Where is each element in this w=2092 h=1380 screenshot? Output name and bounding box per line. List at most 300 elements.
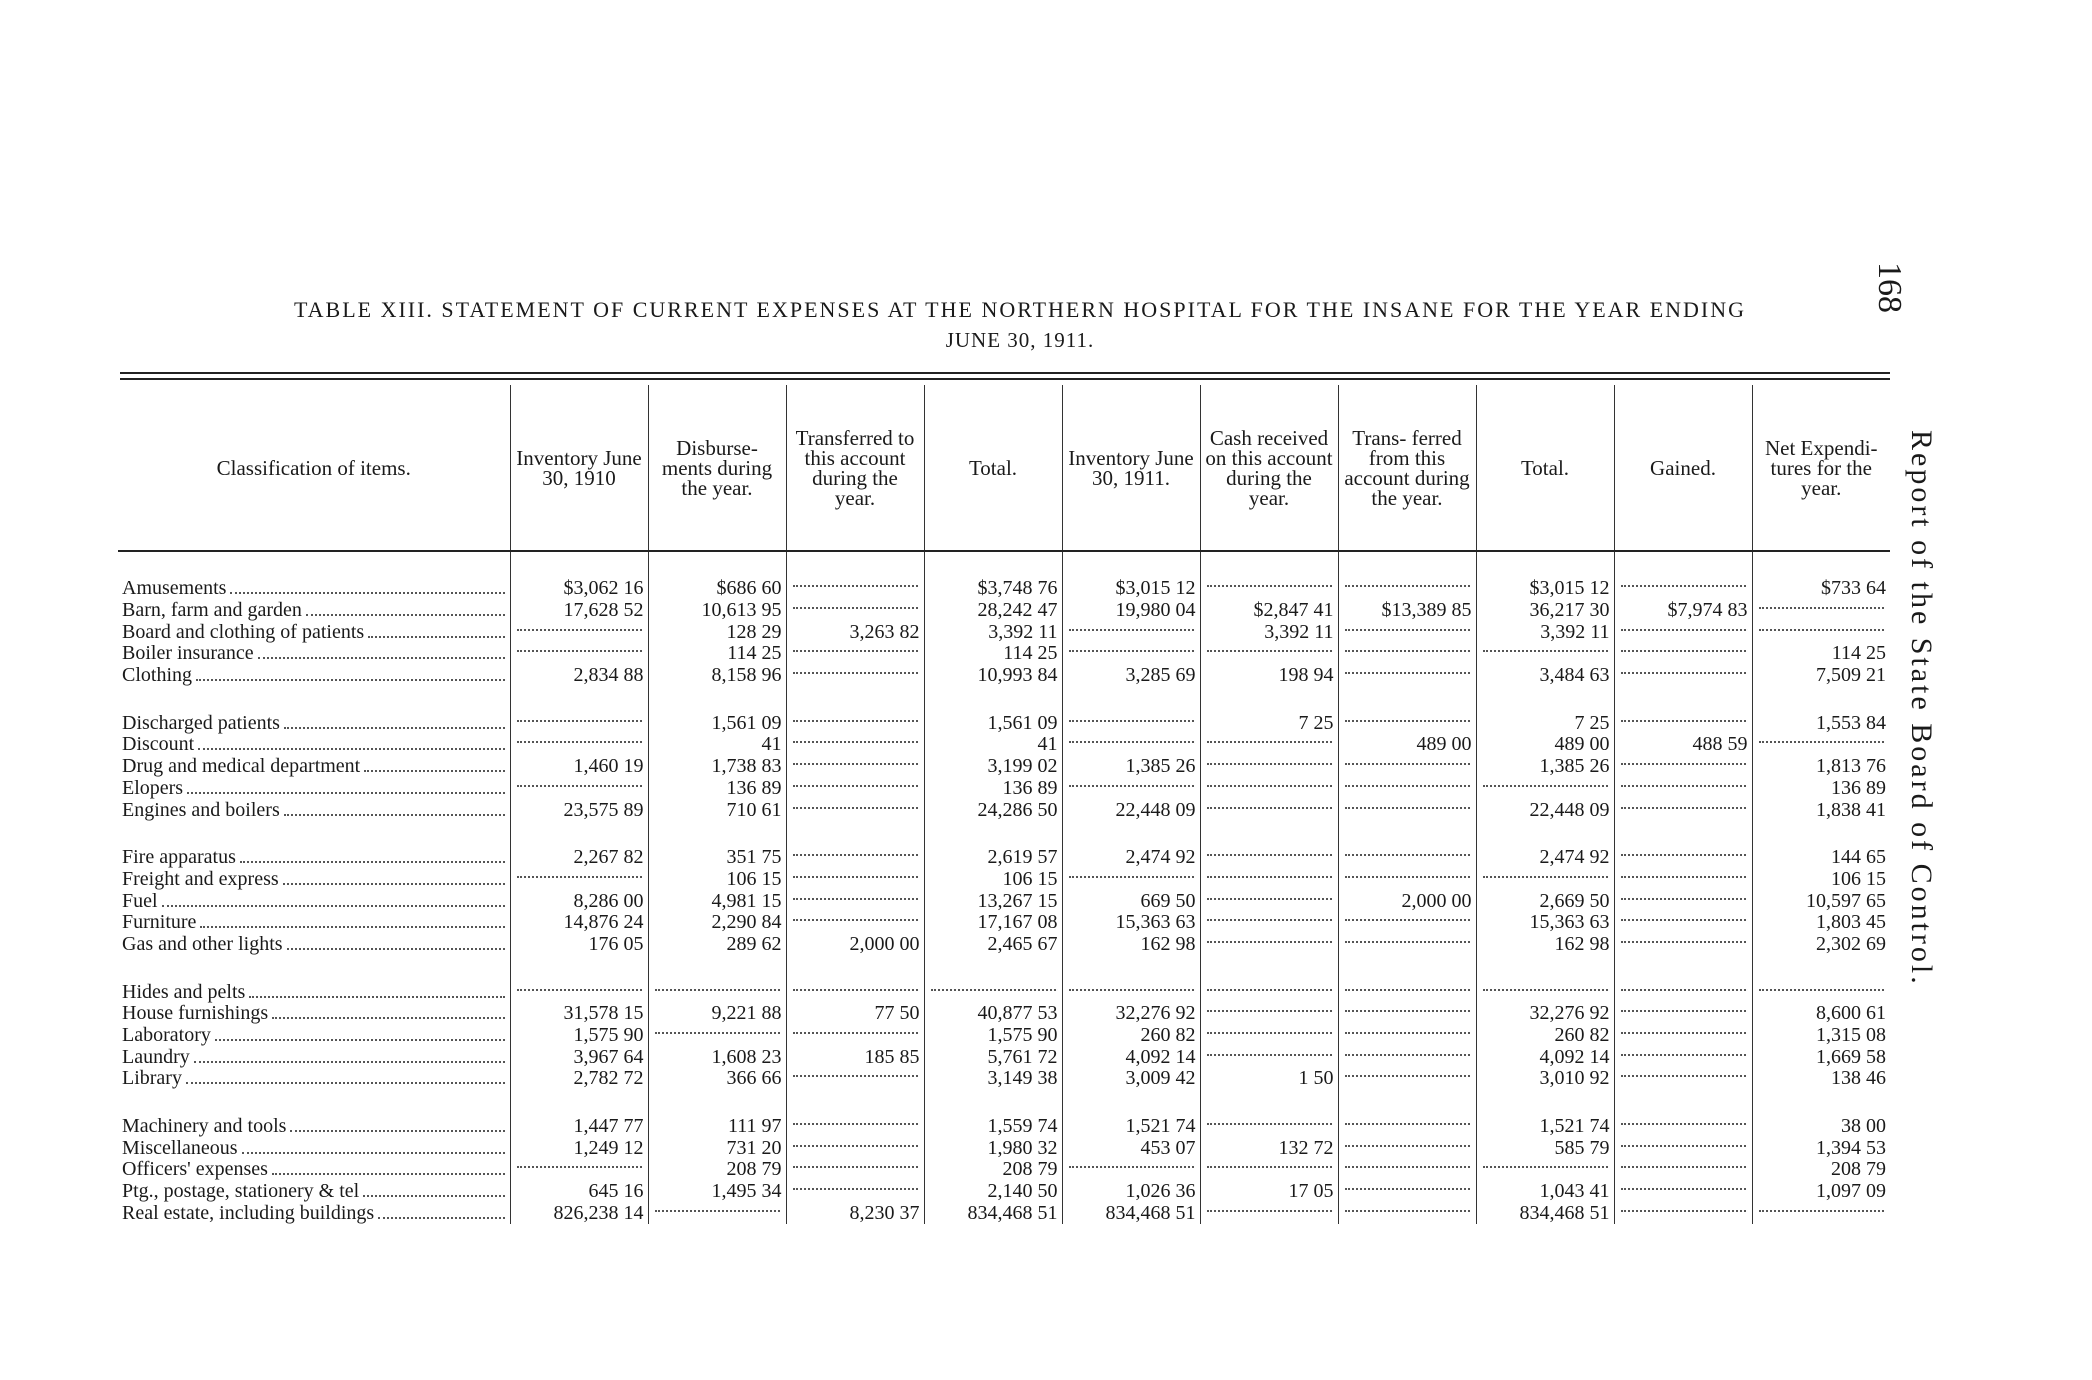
- cell-value: 3,010 92: [1539, 1067, 1610, 1090]
- table-row: [118, 1068, 1890, 1090]
- empty-cell-dots: [1483, 989, 1608, 991]
- cell-value: 106 15: [726, 867, 782, 890]
- empty-cell-dots: [1621, 1166, 1746, 1168]
- cell-value: 10,597 65: [1806, 889, 1886, 912]
- row-label-text: Laboratory: [122, 1024, 211, 1047]
- table-cell: [924, 1068, 1062, 1090]
- top-rule-2: [120, 378, 1890, 380]
- cell-value: 208 79: [726, 1158, 782, 1181]
- cell-value: 1,460 19: [573, 755, 644, 778]
- table-cell: [1200, 1181, 1338, 1203]
- table-cell: [648, 1181, 786, 1203]
- column-header: Net Expendi- tures for the year.: [1752, 385, 1890, 551]
- table-cell: [1752, 1046, 1890, 1068]
- table-row: [118, 1159, 1890, 1181]
- table-cell: [510, 1203, 648, 1225]
- table-cell: [1476, 955, 1614, 1003]
- table-cell: [1200, 621, 1338, 643]
- empty-cell-dots: [793, 720, 918, 722]
- table-cell: [1752, 1090, 1890, 1138]
- table-cell: [510, 955, 648, 1003]
- row-label-text: Gas and other lights: [122, 933, 283, 955]
- table-cell: [1200, 778, 1338, 800]
- empty-cell-dots: [1621, 1032, 1746, 1034]
- leader-dots: [198, 748, 504, 750]
- empty-cell-dots: [1483, 785, 1608, 787]
- table-row: [118, 1181, 1890, 1203]
- table-cell: [1476, 1137, 1614, 1159]
- table-cell: [1338, 821, 1476, 869]
- table-cell: [1752, 934, 1890, 956]
- empty-cell-dots: [1207, 1032, 1332, 1034]
- table-cell: [1062, 1046, 1200, 1068]
- cell-value: 40,877 53: [977, 1002, 1058, 1025]
- table-cell: [1476, 869, 1614, 891]
- row-label-text: House furnishings: [122, 1003, 269, 1025]
- table-cell: [786, 665, 924, 687]
- cell-value: 826,238 14: [553, 1201, 644, 1224]
- leader-dots: [368, 636, 504, 638]
- table-cell: [648, 734, 786, 756]
- empty-cell-dots: [1207, 763, 1332, 765]
- table-cell: [924, 799, 1062, 821]
- table-cell: [1476, 551, 1614, 600]
- table-row: [118, 955, 1890, 1003]
- empty-cell-dots: [1207, 650, 1332, 652]
- row-label-text: Elopers: [122, 777, 184, 799]
- empty-cell-dots: [1345, 763, 1470, 765]
- empty-cell-dots: [793, 741, 918, 743]
- cell-value: 1,447 77: [573, 1115, 644, 1138]
- cell-value: 4,092 14: [1125, 1045, 1196, 1068]
- table-cell: [1752, 912, 1890, 934]
- table-cell: [924, 955, 1062, 1003]
- cell-value: 77 50: [874, 1002, 920, 1025]
- leader-dots: [272, 1017, 504, 1019]
- table-cell: [1476, 912, 1614, 934]
- empty-cell-dots: [655, 1032, 780, 1034]
- cell-value: 2,000 00: [849, 932, 920, 955]
- table-row: [118, 1025, 1890, 1047]
- table-cell: [648, 934, 786, 956]
- table-cell: [1614, 686, 1752, 734]
- cell-value: 136 89: [1002, 776, 1058, 799]
- table-cell: [1200, 643, 1338, 665]
- table-cell: [1062, 955, 1200, 1003]
- row-label: [118, 1046, 510, 1068]
- cell-value: 111 97: [727, 1115, 782, 1138]
- cell-value: 3,199 02: [987, 755, 1058, 778]
- empty-cell-dots: [1621, 585, 1746, 587]
- table-cell: [1062, 1025, 1200, 1047]
- leader-dots: [200, 926, 504, 928]
- table-cell: [924, 869, 1062, 891]
- row-label: [118, 912, 510, 934]
- table-cell: [1476, 1203, 1614, 1225]
- table-cell: [1338, 955, 1476, 1003]
- table-cell: [510, 756, 648, 778]
- table-cell: [786, 955, 924, 1003]
- running-head: Report of the State Board of Control.: [1905, 430, 1938, 987]
- title-line-1: TABLE XIII. STATEMENT OF CURRENT EXPENSES AT THE NORTHERN HOSPITAL FOR THE INSANE FOR THE YEAR ENDING: [293, 297, 1747, 322]
- row-label-text: Clothing: [122, 664, 193, 687]
- table-cell: [786, 821, 924, 869]
- table-row: [118, 643, 1890, 665]
- leader-dots: [258, 657, 505, 659]
- table-row: [118, 686, 1890, 734]
- cell-value: 489 00: [1554, 733, 1610, 756]
- table-cell: [1752, 621, 1890, 643]
- cell-value: 15,363 63: [1115, 911, 1196, 934]
- cell-value: 2,619 57: [987, 846, 1058, 869]
- table-cell: [1476, 1181, 1614, 1203]
- table-cell: [1062, 1159, 1200, 1181]
- cell-value: 1,394 53: [1816, 1136, 1886, 1159]
- empty-cell-dots: [1483, 1166, 1608, 1168]
- table-row: [118, 756, 1890, 778]
- leader-dots: [284, 814, 505, 816]
- table-cell: [648, 551, 786, 600]
- cell-value: 32,276 92: [1115, 1002, 1196, 1025]
- table-cell: [510, 869, 648, 891]
- table-cell: [648, 1090, 786, 1138]
- table-cell: [1338, 686, 1476, 734]
- table-cell: [924, 600, 1062, 622]
- cell-value: 260 82: [1140, 1024, 1196, 1047]
- cell-value: 488 59: [1692, 733, 1748, 756]
- table-cell: [786, 621, 924, 643]
- leader-dots: [363, 1195, 504, 1197]
- table-cell: [1752, 643, 1890, 665]
- table-row: [118, 1003, 1890, 1025]
- row-label: [118, 821, 510, 869]
- table-cell: [1752, 1203, 1890, 1225]
- cell-value: 2,290 84: [711, 911, 782, 934]
- table-cell: [648, 912, 786, 934]
- table-cell: [648, 756, 786, 778]
- empty-cell-dots: [793, 785, 918, 787]
- empty-cell-dots: [1621, 1145, 1746, 1147]
- cell-value: 138 46: [1831, 1067, 1886, 1090]
- table-cell: [924, 890, 1062, 912]
- table-row: [118, 799, 1890, 821]
- empty-cell-dots: [793, 876, 918, 878]
- table-cell: [786, 1181, 924, 1203]
- row-label: [118, 665, 510, 687]
- empty-cell-dots: [1621, 989, 1746, 991]
- table-cell: [924, 821, 1062, 869]
- cell-value: 1,559 74: [987, 1115, 1058, 1138]
- cell-value: 198 94: [1278, 664, 1334, 687]
- empty-cell-dots: [1207, 1123, 1332, 1125]
- empty-cell-dots: [793, 989, 918, 991]
- table-cell: [1338, 1046, 1476, 1068]
- empty-cell-dots: [1621, 672, 1746, 674]
- row-label: [118, 1159, 510, 1181]
- table-cell: [1614, 551, 1752, 600]
- table-cell: [786, 1090, 924, 1138]
- table-cell: [1476, 934, 1614, 956]
- table-cell: [1200, 799, 1338, 821]
- cell-value: 3,009 42: [1125, 1067, 1196, 1090]
- table-cell: [1752, 686, 1890, 734]
- table-cell: [1476, 1159, 1614, 1181]
- table-cell: [1062, 756, 1200, 778]
- cell-value: 2,834 88: [573, 664, 644, 687]
- empty-cell-dots: [1345, 989, 1470, 991]
- table-cell: [1338, 600, 1476, 622]
- cell-value: 162 98: [1554, 932, 1610, 955]
- table-cell: [1338, 643, 1476, 665]
- empty-cell-dots: [793, 854, 918, 856]
- row-label-text: Officers' expenses: [122, 1159, 268, 1181]
- table-cell: [924, 1090, 1062, 1138]
- table-row: [118, 551, 1890, 600]
- cell-value: 41: [761, 733, 782, 756]
- table-cell: [1338, 1090, 1476, 1138]
- table-cell: [924, 778, 1062, 800]
- cell-value: 260 82: [1554, 1024, 1610, 1047]
- cell-value: 489 00: [1416, 733, 1472, 756]
- table-cell: [1338, 1025, 1476, 1047]
- table-row: [118, 778, 1890, 800]
- cell-value: 2,000 00: [1401, 889, 1472, 912]
- table-cell: [510, 600, 648, 622]
- column-header: Trans- ferred from this account during the year.: [1338, 385, 1476, 551]
- empty-cell-dots: [1345, 919, 1470, 921]
- cell-value: 17,628 52: [563, 599, 644, 622]
- row-label: [118, 890, 510, 912]
- row-label: [118, 778, 510, 800]
- table-cell: [786, 1003, 924, 1025]
- table-cell: [924, 686, 1062, 734]
- table-cell: [924, 912, 1062, 934]
- column-header: Total.: [924, 385, 1062, 551]
- table-cell: [786, 643, 924, 665]
- table-cell: [924, 1203, 1062, 1225]
- cell-value: 7 25: [1298, 711, 1334, 734]
- empty-cell-dots: [1483, 650, 1608, 652]
- empty-cell-dots: [1345, 672, 1470, 674]
- table-cell: [510, 551, 648, 600]
- table-cell: [1062, 665, 1200, 687]
- empty-cell-dots: [1207, 785, 1332, 787]
- column-header: Classification of items.: [118, 385, 510, 551]
- cell-value: 8,158 96: [711, 664, 782, 687]
- table-cell: [1614, 912, 1752, 934]
- table-cell: [1200, 1025, 1338, 1047]
- table-cell: [1200, 912, 1338, 934]
- row-label-text: Engines and boilers: [122, 799, 280, 821]
- cell-value: 1 50: [1298, 1067, 1334, 1090]
- row-label: [118, 551, 510, 600]
- table-cell: [1752, 821, 1890, 869]
- row-label: [118, 686, 510, 734]
- table-cell: [648, 1003, 786, 1025]
- cell-value: 3,263 82: [849, 620, 920, 643]
- table-cell: [510, 1046, 648, 1068]
- cell-value: 114 25: [727, 642, 782, 665]
- empty-cell-dots: [1621, 807, 1746, 809]
- cell-value: 32,276 92: [1529, 1002, 1610, 1025]
- cell-value: 834,468 51: [967, 1201, 1058, 1224]
- table-cell: [1476, 1025, 1614, 1047]
- empty-cell-dots: [655, 989, 780, 991]
- table-row: [118, 890, 1890, 912]
- cell-value: 3,392 11: [1540, 620, 1610, 643]
- empty-cell-dots: [1345, 1166, 1470, 1168]
- table-cell: [1062, 869, 1200, 891]
- row-label: [118, 1203, 510, 1225]
- cell-value: 1,608 23: [711, 1045, 782, 1068]
- table-cell: [648, 1068, 786, 1090]
- cell-value: 1,803 45: [1816, 911, 1886, 934]
- empty-cell-dots: [793, 898, 918, 900]
- table-cell: [1752, 778, 1890, 800]
- table-cell: [1752, 1181, 1890, 1203]
- table-cell: [648, 869, 786, 891]
- expense-table: [118, 385, 1890, 1224]
- table-cell: [924, 734, 1062, 756]
- row-label-text: Discharged patients: [122, 711, 280, 734]
- empty-cell-dots: [1621, 650, 1746, 652]
- cell-value: 3,149 38: [987, 1067, 1058, 1090]
- empty-cell-dots: [517, 629, 642, 631]
- table-cell: [1062, 821, 1200, 869]
- cell-value: 4,981 15: [711, 889, 782, 912]
- table-row: [118, 621, 1890, 643]
- table-cell: [648, 621, 786, 643]
- table-cell: [1200, 1159, 1338, 1181]
- table-cell: [1062, 1090, 1200, 1138]
- table-cell: [786, 869, 924, 891]
- table-cell: [1200, 756, 1338, 778]
- table-cell: [1614, 799, 1752, 821]
- table-cell: [786, 778, 924, 800]
- cell-value: $7,974 83: [1667, 599, 1748, 622]
- cell-value: 24,286 50: [977, 798, 1058, 821]
- empty-cell-dots: [1345, 720, 1470, 722]
- table-cell: [1062, 890, 1200, 912]
- cell-value: 31,578 15: [563, 1002, 644, 1025]
- table-cell: [1752, 734, 1890, 756]
- cell-value: 8,600 61: [1816, 1002, 1886, 1025]
- empty-cell-dots: [1621, 876, 1746, 878]
- row-label: [118, 756, 510, 778]
- table-cell: [1200, 934, 1338, 956]
- table-cell: [1338, 934, 1476, 956]
- empty-cell-dots: [793, 919, 918, 921]
- empty-cell-dots: [793, 1032, 918, 1034]
- cell-value: 128 29: [726, 620, 782, 643]
- cell-value: 106 15: [1002, 867, 1058, 890]
- cell-value: 1,738 83: [711, 755, 782, 778]
- empty-cell-dots: [793, 1166, 918, 1168]
- cell-value: 1,575 90: [987, 1024, 1058, 1047]
- empty-cell-dots: [1621, 941, 1746, 943]
- cell-value: 3,285 69: [1125, 664, 1196, 687]
- table-cell: [1062, 778, 1200, 800]
- table-title: [150, 295, 1890, 355]
- table-cell: [1062, 912, 1200, 934]
- leader-dots: [240, 861, 505, 863]
- table-cell: [1614, 621, 1752, 643]
- empty-cell-dots: [1621, 1075, 1746, 1077]
- table-cell: [924, 1181, 1062, 1203]
- table-cell: [1614, 1203, 1752, 1225]
- table-cell: [1752, 1068, 1890, 1090]
- cell-value: 3,392 11: [1264, 620, 1334, 643]
- empty-cell-dots: [1207, 741, 1332, 743]
- leader-dots: [187, 792, 504, 794]
- cell-value: 208 79: [1002, 1158, 1058, 1181]
- leader-dots: [378, 1217, 504, 1219]
- empty-cell-dots: [1345, 807, 1470, 809]
- table-cell: [1062, 1181, 1200, 1203]
- table-cell: [1200, 1068, 1338, 1090]
- column-header: Disburse- ments during the year.: [648, 385, 786, 551]
- leader-dots: [194, 1061, 505, 1063]
- table-cell: [924, 643, 1062, 665]
- row-label: [118, 1025, 510, 1047]
- cell-value: 3,484 63: [1539, 664, 1610, 687]
- table-cell: [1200, 1046, 1338, 1068]
- cell-value: 136 89: [726, 776, 782, 799]
- row-label-text: Laundry: [122, 1046, 190, 1068]
- table-cell: [1062, 621, 1200, 643]
- row-label: [118, 869, 510, 891]
- cell-value: 1,553 84: [1816, 711, 1886, 734]
- empty-cell-dots: [1345, 1075, 1470, 1077]
- table-cell: [510, 1137, 648, 1159]
- row-label-text: Ptg., postage, stationery & tel: [122, 1180, 360, 1203]
- table-cell: [510, 1181, 648, 1203]
- table-cell: [1062, 1137, 1200, 1159]
- empty-cell-dots: [1069, 876, 1194, 878]
- cell-value: 8,230 37: [849, 1201, 920, 1224]
- empty-cell-dots: [793, 763, 918, 765]
- row-label-text: Freight and express: [122, 868, 279, 890]
- header-row: [118, 385, 1890, 551]
- cell-value: 1,813 76: [1816, 755, 1886, 778]
- column-header: Inventory June 30, 1911.: [1062, 385, 1200, 551]
- table-cell: [786, 934, 924, 956]
- table-cell: [786, 890, 924, 912]
- table-cell: [510, 643, 648, 665]
- row-label-text: Boiler insurance: [122, 643, 254, 665]
- column-header: Cash received on this account during the year.: [1200, 385, 1338, 551]
- table-cell: [1614, 1137, 1752, 1159]
- leader-dots: [290, 1130, 504, 1132]
- empty-cell-dots: [1207, 1210, 1332, 1212]
- table-cell: [924, 1046, 1062, 1068]
- table-cell: [1476, 799, 1614, 821]
- table-cell: [1062, 600, 1200, 622]
- empty-cell-dots: [1345, 585, 1470, 587]
- table-cell: [648, 1203, 786, 1225]
- cell-value: 23,575 89: [563, 798, 644, 821]
- table-row: [118, 912, 1890, 934]
- table-cell: [510, 934, 648, 956]
- empty-cell-dots: [1207, 585, 1332, 587]
- table-cell: [1752, 756, 1890, 778]
- table-cell: [1614, 1003, 1752, 1025]
- cell-value: 136 89: [1831, 776, 1886, 799]
- table-cell: [1752, 1025, 1890, 1047]
- table-cell: [786, 1203, 924, 1225]
- table-cell: [1338, 1068, 1476, 1090]
- table-cell: [1338, 890, 1476, 912]
